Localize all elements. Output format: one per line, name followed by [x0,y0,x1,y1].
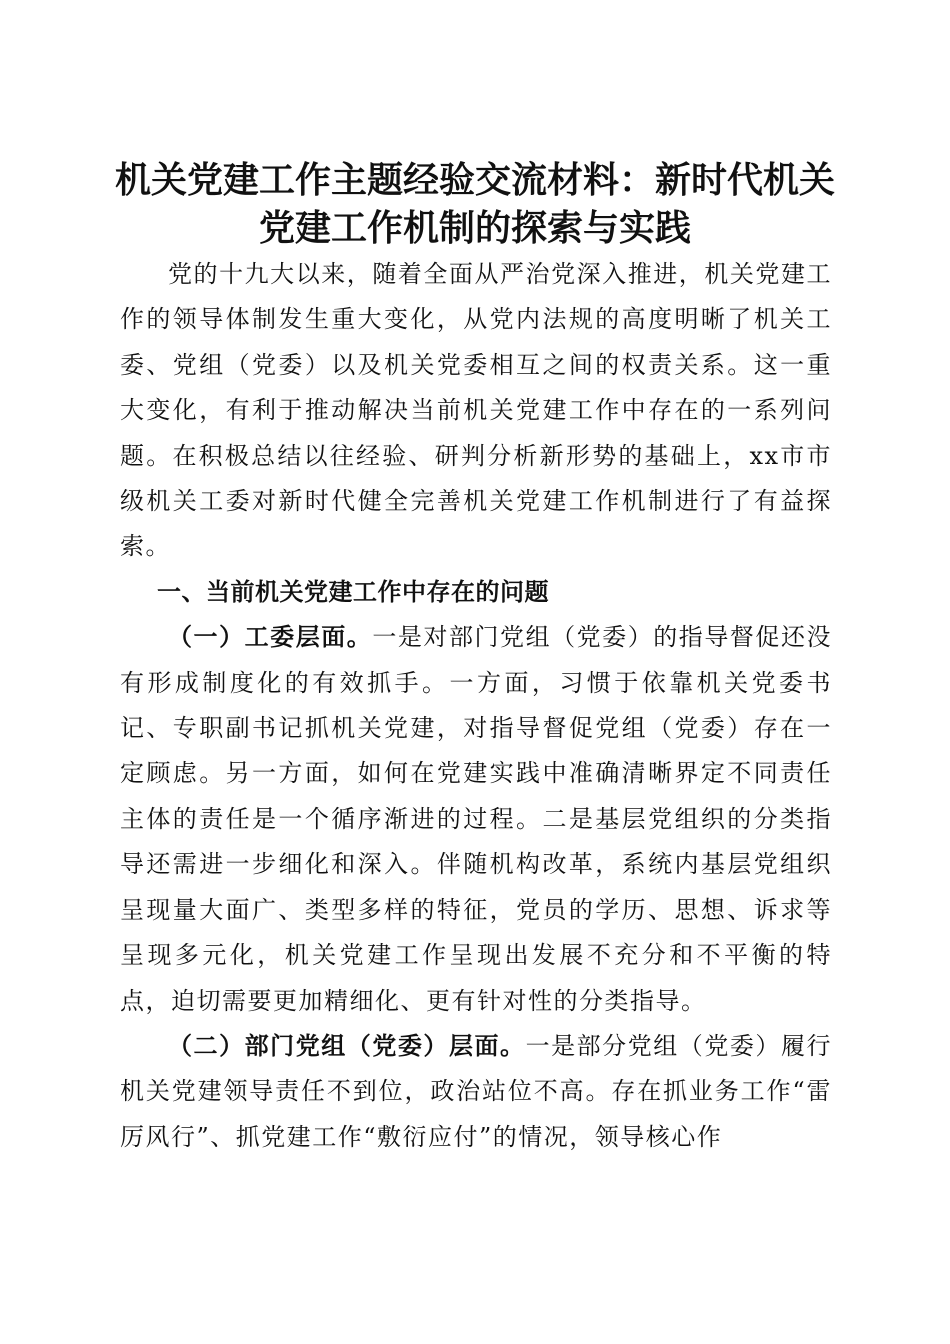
title-line-1: 机关党建工作主题经验交流材料：新时代机关 [114,159,835,202]
subsection-text-1: 一是对部门党组（党委）的指导督促还没有形成制度化的有效抓手。一方面，习惯于依靠机关党委书记、专职副书记抓机关党建，对指导督促党组（党委）存在一定顾虑。另一方面，如何在党建实践中准确清晰界定不同责任主体的责任是一个循序渐进的过程。二是基层党组织的分类指导还需进一步细化和深入。伴随机构改革，系统内基层党组织呈现量大面广、类型多样的特征，党员的学历、思想、诉求等呈现多元化，机关党建工作呈现出发展不充分和不平衡的特点，迫切需要更加精细化、更有针对性的分类指导。 [120,623,833,1015]
subsection-heading-1: （一）工委层面。 [168,623,373,652]
subsection-text-2: 一是部分党组（党委）履行机关党建领导责任不到位，政治站位不高。存在抓业务工作“雷厉风行”、抓党建工作“敷衍应付”的情况，领导核心作 [120,1031,833,1151]
document-title [100,156,850,252]
subsection-heading-2: （二）部门党组（党委）层面。 [168,1031,526,1060]
intro-paragraph: 党的十九大以来，随着全面从严治党深入推进，机关党建工作的领导体制发生重大变化，从党内法规的高度明晰了机关工委、党组（党委）以及机关党委相互之间的权责关系。这一重大变化，有利于推动解决当前机关党建工作中存在的一系列问题。在积极总结以往经验、研判分析新形势的基础上，xx市市级机关工委对新时代健全完善机关党建工作机制进行了有益探索。 [120,260,832,561]
document-body [120,252,832,1160]
subsection-paragraph-2 [120,1024,832,1160]
subsection-paragraph-1 [120,615,832,1024]
title-line-2: 党建工作机制的探索与实践 [258,207,691,250]
section-heading-1: 一、当前机关党建工作中存在的问题 [157,577,549,606]
